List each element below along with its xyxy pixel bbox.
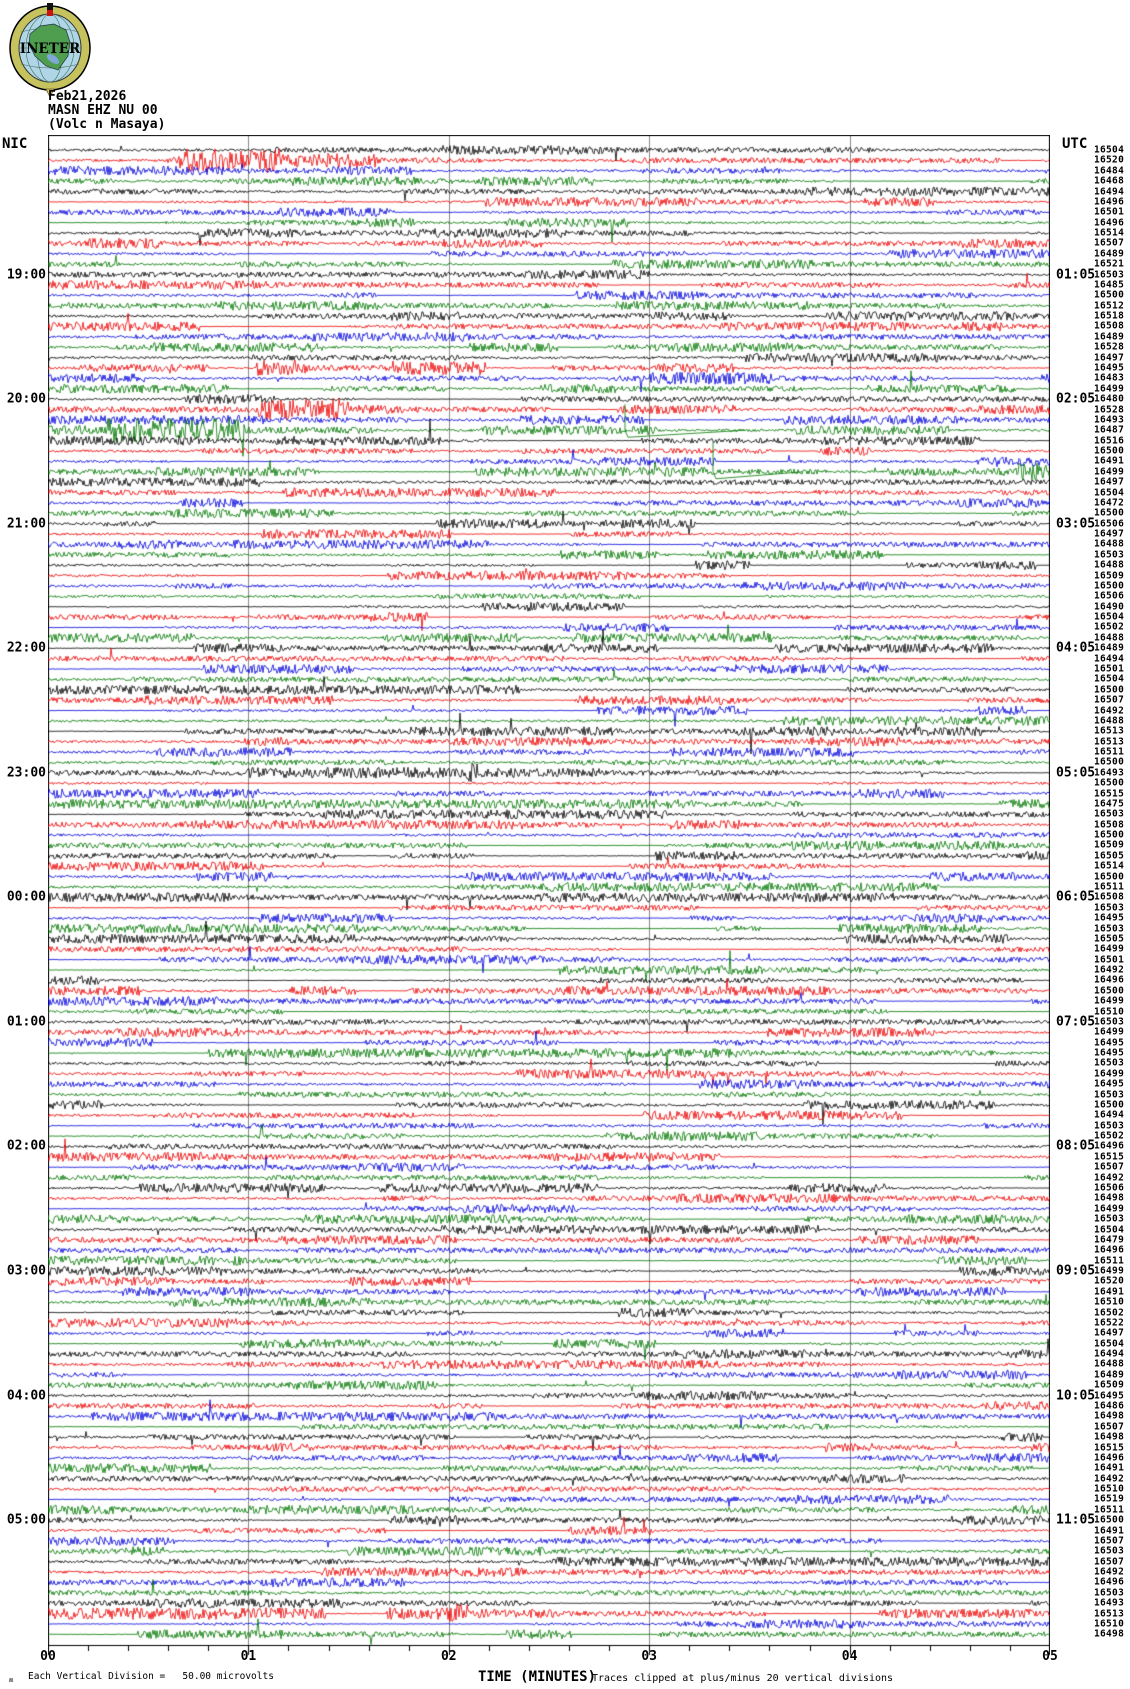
trace-value: 16500 xyxy=(1094,684,1125,696)
trace-value: 16499 xyxy=(1094,995,1125,1007)
trace-value: 16491 xyxy=(1094,455,1125,467)
trace-value: 16509 xyxy=(1094,570,1125,582)
trace-value: 16501 xyxy=(1094,206,1125,218)
trace-value: 16496 xyxy=(1094,196,1125,208)
logo-flag-black xyxy=(47,3,53,10)
trace-value: 16496 xyxy=(1094,974,1125,986)
trace-value: 16504 xyxy=(1094,673,1125,685)
right-hour-label: 06:05 xyxy=(1056,889,1096,905)
trace-value: 16497 xyxy=(1094,1327,1125,1339)
left-hour-label: 01:00 xyxy=(6,1014,46,1030)
trace-value: 16491 xyxy=(1094,1462,1125,1474)
left-hour-label: 02:00 xyxy=(6,1138,46,1154)
trace-value: 16495 xyxy=(1094,1390,1125,1402)
trace-value: 16475 xyxy=(1094,798,1125,810)
trace-value: 16499 xyxy=(1094,943,1125,955)
right-hour-label: 02:05 xyxy=(1056,391,1096,407)
right-hour-label: 07:05 xyxy=(1056,1014,1096,1030)
trace-value: 16503 xyxy=(1094,1545,1125,1557)
trace-value: 16489 xyxy=(1094,331,1125,343)
left-hour-label: 21:00 xyxy=(6,516,46,532)
left-hour-label: 19:00 xyxy=(6,267,46,283)
trace-value: 16502 xyxy=(1094,1130,1125,1142)
logo-flag-red xyxy=(47,10,53,16)
trace-value: 16494 xyxy=(1094,653,1125,665)
trace-value: 16510 xyxy=(1094,1618,1125,1630)
trace-value: 16485 xyxy=(1094,279,1125,291)
trace-value: 16503 xyxy=(1094,1213,1125,1225)
trace-value: 16504 xyxy=(1094,144,1125,156)
trace-value: 16494 xyxy=(1094,1109,1125,1121)
trace-value: 16498 xyxy=(1094,1431,1125,1443)
x-tick-label: 04 xyxy=(841,1649,858,1664)
trace-value: 16503 xyxy=(1094,1120,1125,1132)
trace-value: 16499 xyxy=(1094,383,1125,395)
trace-value: 16498 xyxy=(1094,1628,1125,1640)
right-hour-label: 05:05 xyxy=(1056,765,1096,781)
right-hour-label: 04:05 xyxy=(1056,640,1096,656)
trace-value: 16506 xyxy=(1094,1182,1125,1194)
ineter-logo xyxy=(8,2,94,98)
trace-value: 16507 xyxy=(1094,1161,1125,1173)
trace-value: 16510 xyxy=(1094,1483,1125,1495)
trace-value: 16501 xyxy=(1094,663,1125,675)
trace-value: 16511 xyxy=(1094,746,1125,758)
trace-value: 16495 xyxy=(1094,1047,1125,1059)
trace-value: 16497 xyxy=(1094,528,1125,540)
x-tick-label: 05 xyxy=(1042,1649,1058,1664)
x-tick-label: 02 xyxy=(440,1649,457,1664)
right-timezone-label: UTC xyxy=(1062,136,1088,152)
trace-value: 16505 xyxy=(1094,933,1125,945)
trace-value: 16507 xyxy=(1094,694,1125,706)
right-hour-label: 03:05 xyxy=(1056,516,1096,532)
clip-note: Traces clipped at plus/minus 20 vertical divisions xyxy=(592,1673,894,1684)
trace-value: 16505 xyxy=(1094,850,1125,862)
trace-value: 16496 xyxy=(1094,1452,1125,1464)
right-hour-label: 11:05 xyxy=(1056,1512,1096,1528)
trace-value: 16490 xyxy=(1094,601,1125,613)
trace-value: 16492 xyxy=(1094,705,1125,717)
trace-value: 16519 xyxy=(1094,1493,1125,1505)
trace-value: 16494 xyxy=(1094,186,1125,198)
trace-value: 16500 xyxy=(1094,1099,1125,1111)
title-date: Feb21,2026 xyxy=(48,89,127,104)
trace-value: 16493 xyxy=(1094,1597,1125,1609)
trace-value: 16503 xyxy=(1094,549,1125,561)
trace-value: 16499 xyxy=(1094,466,1125,478)
trace-value: 16503 xyxy=(1094,902,1125,914)
trace-value: 16503 xyxy=(1094,1016,1125,1028)
trace-value: 16492 xyxy=(1094,1172,1125,1184)
trace-value: 16518 xyxy=(1094,310,1125,322)
trace-value: 16513 xyxy=(1094,1608,1125,1620)
left-hour-label: 04:00 xyxy=(6,1388,46,1404)
trace-value: 16507 xyxy=(1094,1535,1125,1547)
trace-value: 16498 xyxy=(1094,1410,1125,1422)
trace-value: 16504 xyxy=(1094,611,1125,623)
trace-value: 16500 xyxy=(1094,507,1125,519)
trace-value: 16513 xyxy=(1094,736,1125,748)
trace-value: 16496 xyxy=(1094,1140,1125,1152)
trace-value: 16516 xyxy=(1094,435,1125,447)
trace-value: 16528 xyxy=(1094,404,1125,415)
trace-value: 16507 xyxy=(1094,237,1125,249)
trace-value: 16480 xyxy=(1094,393,1125,405)
trace-value: 16509 xyxy=(1094,839,1125,851)
trace-value: 16515 xyxy=(1094,1442,1125,1453)
trace-value: 16504 xyxy=(1094,487,1125,499)
trace-value: 16499 xyxy=(1094,1265,1125,1277)
trace-value: 16500 xyxy=(1094,829,1125,841)
x-axis-title: TIME (MINUTES) xyxy=(478,1669,597,1685)
left-hour-label: 00:00 xyxy=(6,889,46,905)
trace-value: 16487 xyxy=(1094,424,1125,436)
trace-value: 16507 xyxy=(1094,1556,1125,1568)
trace-value: 16472 xyxy=(1094,497,1125,509)
trace-value: 16508 xyxy=(1094,819,1125,831)
trace-value: 16496 xyxy=(1094,217,1125,229)
trace-value: 16483 xyxy=(1094,372,1125,384)
trace-value: 16492 xyxy=(1094,1473,1125,1485)
trace-value: 16504 xyxy=(1094,1224,1125,1236)
trace-value: 16489 xyxy=(1094,642,1125,654)
trace-value: 16495 xyxy=(1094,1037,1125,1049)
trace-value: 16520 xyxy=(1094,154,1125,166)
trace-value: 16504 xyxy=(1094,1338,1125,1350)
trace-value: 16492 xyxy=(1094,1566,1125,1578)
trace-value: 16507 xyxy=(1094,1421,1125,1433)
left-hour-label: 22:00 xyxy=(6,640,46,656)
trace-value: 16500 xyxy=(1094,1514,1125,1526)
trace-value: 16510 xyxy=(1094,1296,1125,1308)
trace-value: 16468 xyxy=(1094,175,1125,187)
trace-value: 16508 xyxy=(1094,320,1125,332)
title-location: (Volc n Masaya) xyxy=(48,117,166,132)
trace-value: 16514 xyxy=(1094,860,1125,872)
trace-value: 16496 xyxy=(1094,1244,1125,1256)
trace-value: 16486 xyxy=(1094,1400,1125,1412)
trace-value: 16497 xyxy=(1094,352,1125,364)
trace-value: 16500 xyxy=(1094,985,1125,997)
right-hour-label: 08:05 xyxy=(1056,1138,1096,1154)
trace-value: 16503 xyxy=(1094,1057,1125,1069)
trace-value: 16499 xyxy=(1094,1026,1125,1038)
trace-value: 16503 xyxy=(1094,1089,1125,1101)
trace-value: 16498 xyxy=(1094,1192,1125,1204)
trace-value: 16506 xyxy=(1094,518,1125,530)
trace-value: 16500 xyxy=(1094,289,1125,301)
trace-value: 16500 xyxy=(1094,756,1125,768)
trace-value: 16515 xyxy=(1094,788,1125,800)
trace-value: 16522 xyxy=(1094,1317,1125,1329)
trace-value: 16503 xyxy=(1094,923,1125,934)
seismogram-trace-area xyxy=(48,135,1050,1659)
trace-value: 16513 xyxy=(1094,725,1125,737)
left-hour-label: 05:00 xyxy=(6,1512,46,1528)
trace-value: 16493 xyxy=(1094,767,1125,779)
trace-value: 16511 xyxy=(1094,1504,1125,1516)
trace-value: 16488 xyxy=(1094,1358,1125,1370)
trace-value: 16497 xyxy=(1094,476,1125,488)
left-hour-label: 03:00 xyxy=(6,1263,46,1279)
trace-value: 16509 xyxy=(1094,1379,1125,1391)
left-hour-label: 23:00 xyxy=(6,765,46,781)
trace-value: 16494 xyxy=(1094,1348,1125,1360)
trace-value: 16492 xyxy=(1094,964,1125,976)
trace-value: 16514 xyxy=(1094,227,1125,239)
trace-value: 16503 xyxy=(1094,269,1125,281)
trace-value: 16511 xyxy=(1094,1255,1125,1267)
trace-value: 16506 xyxy=(1094,590,1125,602)
title-station: MASN EHZ NU 00 xyxy=(48,103,158,118)
trace-value: 16508 xyxy=(1094,891,1125,903)
trace-value: 16512 xyxy=(1094,300,1125,312)
right-hour-label: 10:05 xyxy=(1056,1388,1096,1404)
trace-value: 16502 xyxy=(1094,1307,1125,1319)
trace-value: 16528 xyxy=(1094,341,1125,353)
trace-value: 16500 xyxy=(1094,445,1125,457)
left-hour-label: 20:00 xyxy=(6,391,46,407)
trace-value: 16501 xyxy=(1094,954,1125,966)
trace-value: 16488 xyxy=(1094,559,1125,571)
trace-value: 16491 xyxy=(1094,1525,1125,1537)
right-hour-label: 01:05 xyxy=(1056,267,1096,283)
trace-value: 16503 xyxy=(1094,808,1125,820)
left-timezone-label: NIC xyxy=(2,136,28,152)
trace-value: 16515 xyxy=(1094,1151,1125,1163)
trace-value: 16489 xyxy=(1094,1369,1125,1381)
trace-value: 16503 xyxy=(1094,1587,1125,1599)
trace-value: 16520 xyxy=(1094,1275,1125,1287)
trace-value: 16502 xyxy=(1094,621,1125,633)
trace-value: 16500 xyxy=(1094,871,1125,883)
trace-value: 16511 xyxy=(1094,881,1125,893)
trace-value: 16499 xyxy=(1094,1068,1125,1080)
x-tick-label: 01 xyxy=(240,1649,257,1664)
trace-value: 16499 xyxy=(1094,1203,1125,1215)
trace-value: 16510 xyxy=(1094,1006,1125,1018)
x-tick-label: 03 xyxy=(641,1649,658,1664)
trace-value: 16500 xyxy=(1094,777,1125,789)
trace-value: 16496 xyxy=(1094,1576,1125,1588)
trace-value: 16488 xyxy=(1094,538,1125,550)
trace-value: 16495 xyxy=(1094,362,1125,374)
trace-value: 16479 xyxy=(1094,1234,1125,1246)
trace-value: 16488 xyxy=(1094,715,1125,727)
trace-value: 16495 xyxy=(1094,1078,1125,1090)
microvolt-mark: ʍ xyxy=(9,1676,14,1684)
logo-title: INETER xyxy=(19,41,81,57)
right-hour-label: 09:05 xyxy=(1056,1263,1096,1279)
trace-value: 16491 xyxy=(1094,1286,1125,1298)
trace-value: 16521 xyxy=(1094,258,1125,270)
x-tick-label: 00 xyxy=(40,1649,56,1664)
vertical-division-note: Each Vertical Division = 50.00 microvolts xyxy=(28,1671,274,1682)
trace-value: 16493 xyxy=(1094,414,1125,426)
trace-value: 16495 xyxy=(1094,912,1125,924)
trace-value: 16500 xyxy=(1094,580,1125,592)
trace-value: 16484 xyxy=(1094,165,1125,177)
trace-value: 16488 xyxy=(1094,632,1125,644)
trace-value: 16489 xyxy=(1094,248,1125,260)
